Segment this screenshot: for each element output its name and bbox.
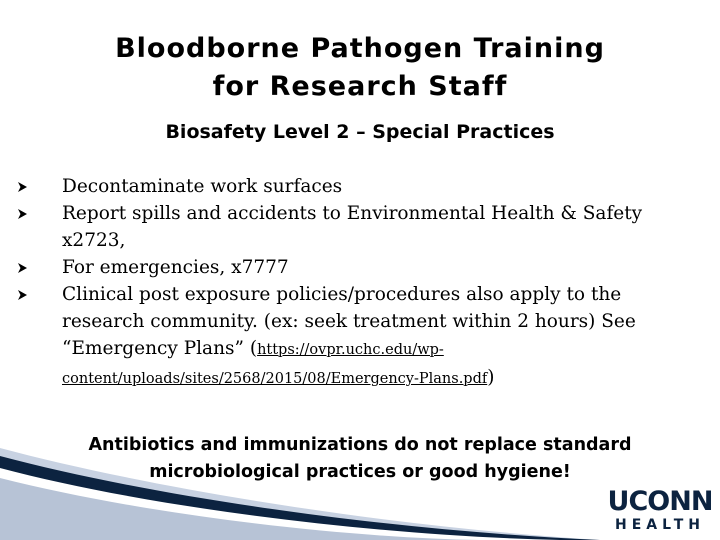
hygiene-note	[60, 432, 660, 486]
bullet-text: Decontaminate work surfaces	[62, 176, 343, 197]
bullet-text: For emergencies, x7777	[62, 257, 289, 278]
bullet-text-after: )	[487, 367, 495, 388]
arrow-bullet-icon	[18, 290, 27, 300]
bullet-item	[62, 173, 692, 200]
uconn-health-logo	[604, 488, 716, 533]
arrow-bullet-icon	[18, 263, 27, 273]
title-line-1: Bloodborne Pathogen Training	[115, 33, 605, 64]
arrow-bullet-icon	[18, 182, 27, 192]
emergency-plans-link[interactable]: https://ovpr.uchc.edu/wp-content/uploads/sites/2568/2015/08/Emergency-Plans.pdf	[62, 342, 488, 387]
note-line-2: microbiological practices or good hygiene!	[149, 462, 571, 482]
bullet-text: Clinical post exposure policies/procedures also apply to the research community. (ex: seek treatment within 2 hours) See “Emergency Plans” (	[62, 284, 636, 359]
logo-top-text: UCONN	[607, 486, 713, 517]
title-line-2: for Research Staff	[212, 71, 508, 102]
note-line-1: Antibiotics and immunizations do not replace standard	[88, 435, 632, 455]
bullet-item	[62, 254, 692, 281]
bullet-text: Report spills and accidents to Environmental Health & Safety x2723,	[62, 203, 643, 251]
arrow-bullet-icon	[18, 209, 27, 219]
bullet-list	[62, 173, 692, 393]
bullet-item	[62, 200, 692, 254]
bullet-item	[62, 281, 692, 393]
logo-bottom-text: HEALTH	[615, 517, 705, 533]
slide-title	[40, 30, 680, 106]
slide-subtitle: Biosafety Level 2 – Special Practices	[165, 121, 555, 143]
